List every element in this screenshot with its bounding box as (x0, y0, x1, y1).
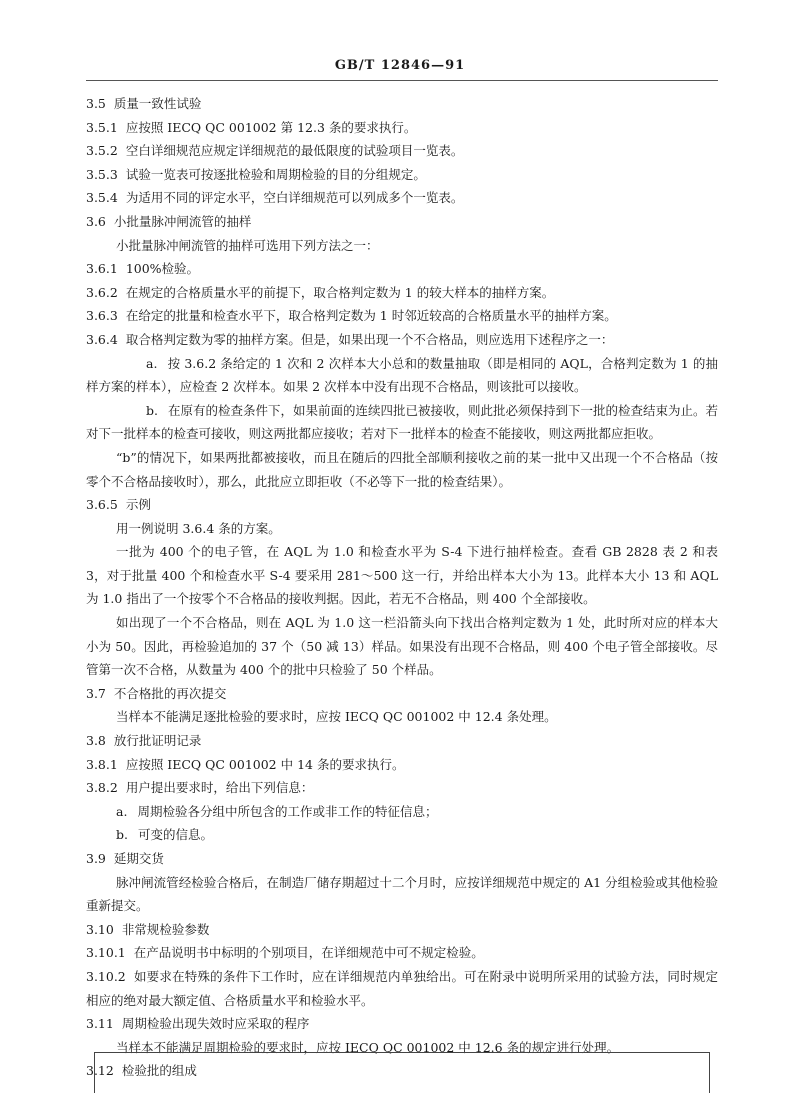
clause-3-5: 3.5 质量一致性试验 (86, 96, 202, 111)
clause-3-6-5-intro: 用一例说明 3.6.4 条的方案。 (116, 520, 281, 536)
clause-3-6-3: 3.6.3 在给定的批量和检查水平下，取合格判定数为 1 时邻近较高的合格质量水平的抽样方案。 (86, 308, 617, 324)
clause-3-8-2-item-b: b. 可变的信息。 (116, 827, 213, 843)
clause-3-5-2: 3.5.2 空白详细规范应规定详细规范的最低限度的试验项目一览表。 (86, 143, 464, 159)
footer-frame (94, 1052, 710, 1093)
clause-3-10-1: 3.10.1 在产品说明书中标明的个别项目，在详细规范中可不规定检验。 (86, 945, 484, 961)
clause-3-8: 3.8 放行批证明记录 (86, 733, 202, 749)
clause-3-5-4: 3.5.4 为适用不同的评定水平，空白详细规范可以列成多个一览表。 (86, 190, 464, 206)
clause-3-6-4-item-a: a. 按 3.6.2 条给定的 1 次和 2 次样本大小总和的数量抽取（即是相同的 AQL，合格判定数为 1 的抽样方案的样本），应检查 2 次样本。如果 2 次样本中没有出现不合格品，则该批可以接收。 (86, 355, 718, 395)
clause-3-9-text: 脉冲闸流管经检验合格后，在制造厂储存期超过十二个月时，应按详细规范中规定的 A1 分组检验或其他检验重新提交。 (86, 874, 718, 914)
clause-3-7: 3.7 不合格批的再次提交 (86, 685, 227, 701)
clause-3-8-2: 3.8.2 用户提出要求时，给出下列信息： (86, 780, 314, 796)
clause-3-6-5-paragraph-1: 一批为 400 个的电子管，在 AQL 为 1.0 和检查水平为 S-4 下进行抽样检查。查看 GB 2828 表 2 和表 3，对于批量 400 个和检查水平 S-4 要采用 281～500 这一行，并给出样本大小为 13。此样本大小 13 和 AQL 为 1.0 指出了一个按零个不合格品的接收判据。因此，若无不合格品，则 400 个全部接收。 (86, 544, 718, 607)
clause-3-11-text: 当样本不能满足周期检验的要求时，应按 IECQ QC 001002 中 12.6 条的规定进行处理。 (116, 1039, 620, 1055)
clause-3-11: 3.11 周期检验出现失效时应采取的程序 (86, 1016, 310, 1032)
document-body (86, 92, 718, 1083)
clause-3-6-1: 3.6.1 100%检验。 (86, 261, 200, 277)
clause-3-5-1: 3.5.1 应按照 IECQ QC 001002 第 12.3 条的要求执行。 (86, 119, 417, 135)
clause-3-8-1: 3.8.1 应按照 IECQ QC 001002 中 14 条的要求执行。 (86, 756, 405, 772)
clause-3-6-4-note-b: “b”的情况下，如果两批都被接收，而且在随后的四批全部顺利接收之前的某一批中又出现一个不合格品（按零个不合格品接收时），那么，此批应立即拒收（不必等下一批的检查结果）。 (86, 449, 718, 489)
clause-3-6-4-item-b: b. 在原有的检查条件下，如果前面的连续四批已被接收，则此批必须保持到下一批的检查结束为止。若对下一批样本的检查可接收，则这两批都应接收；若对下一批样本的检查不能接收，则这两批都应拒收。 (86, 402, 718, 442)
clause-3-6: 3.6 小批量脉冲闸流管的抽样 (86, 213, 252, 229)
clause-3-6-4: 3.6.4 取合格判定数为零的抽样方案。但是，如果出现一个不合格品，则应选用下述程序之一： (86, 331, 614, 347)
clause-3-6-2: 3.6.2 在规定的合格质量水平的前提下，取合格判定数为 1 的较大样本的抽样方案。 (86, 284, 555, 300)
page-header: GB/T 12846—91 (334, 58, 466, 73)
clause-3-6-5-paragraph-2: 如出现了一个不合格品，则在 AQL 为 1.0 这一栏沿箭头向下找出合格判定数为 1 处，此时所对应的样本大小为 50。因此，再检验追加的 37 个（50 减 13）样品。如果没有出现不合格品，则 400 个电子管全部接收。尽管第一次不合格，从数量为 400 个的批中只检验了 50 个样品。 (86, 615, 718, 678)
clause-3-10: 3.10 非常规检验参数 (86, 921, 210, 937)
header-rule (86, 80, 718, 81)
clause-3-6-intro: 小批量脉冲闸流管的抽样可选用下列方法之一： (116, 237, 379, 253)
clause-3-10-2: 3.10.2 如要求在特殊的条件下工作时，应在详细规范内单独给出。可在附录中说明所采用的试验方法，同时规定相应的绝对最大额定值、合格质量水平和检验水平。 (86, 968, 718, 1008)
clause-3-8-2-item-a: a. 周期检验各分组中所包含的工作或非工作的特征信息； (116, 803, 438, 819)
clause-3-9: 3.9 延期交货 (86, 851, 164, 866)
clause-3-7-text: 当样本不能满足逐批检验的要求时，应按 IECQ QC 001002 中 12.4 条处理。 (116, 709, 557, 725)
clause-3-5-3: 3.5.3 试验一览表可按逐批检验和周期检验的目的分组规定。 (86, 166, 426, 182)
clause-3-6-5: 3.6.5 示例 (86, 497, 151, 513)
clause-3-12: 3.12 检验批的组成 (86, 1063, 197, 1079)
